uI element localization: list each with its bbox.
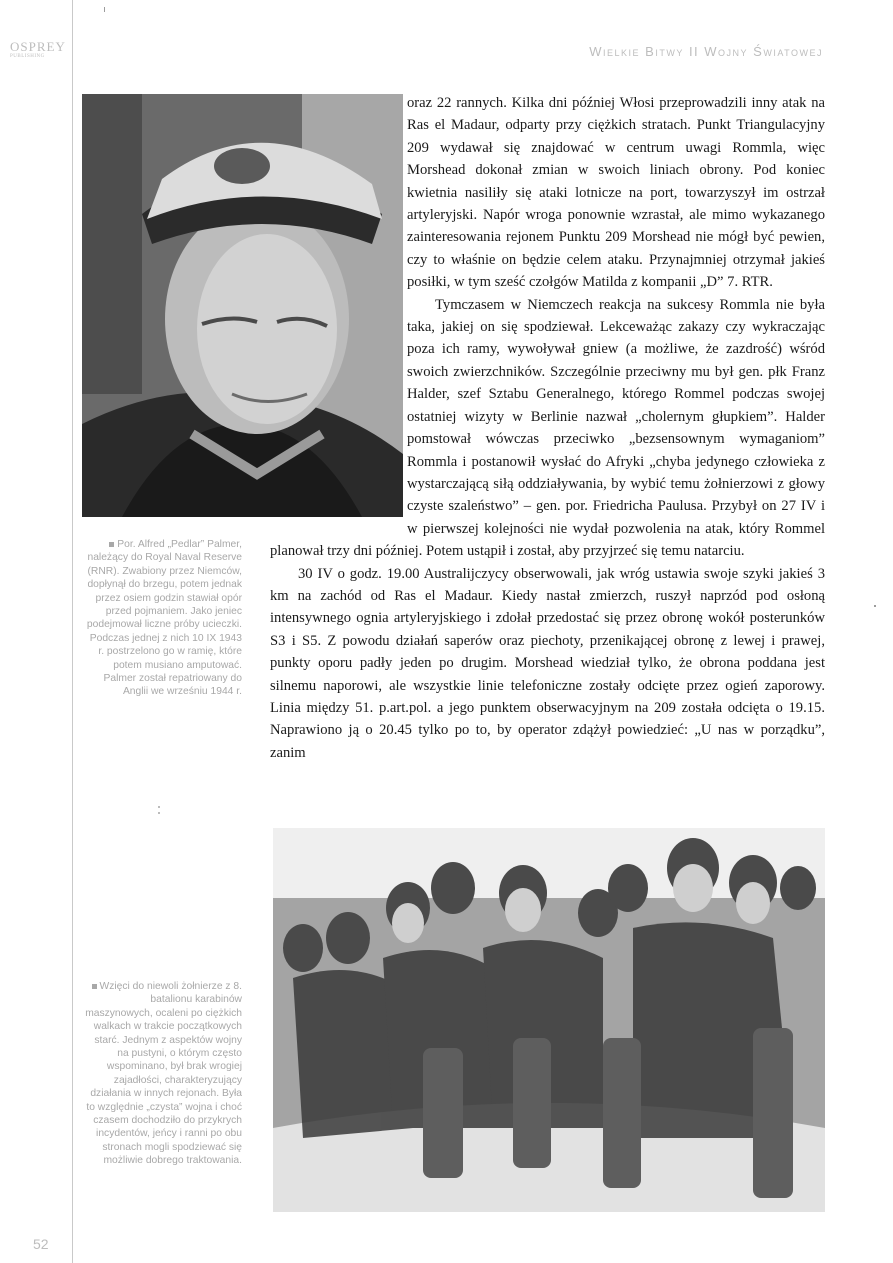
- paragraph-2: Tymczasem w Niemczech reakcja na sukcesy Rommla nie była taka, jakiej on się spodziewał. Lekceważąc zakazy czy wykraczając poza ich ramy, wywoływał gniew (a możliwe, że zazdrość) wśród swoich zwierzchników. Szczególnie przeciwny mu był gen. płk Franz Halder, szef Sztabu Generalnego, którego Rommel podczas swojej ostatniej wizyty w Berlinie nazwał „cholernym głupkiem”. Halder pomstował wówczas przeciwko „bezsensownym wymaganiom” Rommla i postanowił wysłać do Afryki „chyba jedynego człowieka z wystarczającą siłą oddziaływania, by wybić temu żołnierzowi z głowy czyste szaleństwo” – gen. por. Friedricha Paulusa. Przybył on 27 IV i w pierwszej kolejności nie wydał pozwolenia na atak, który Rommel planował trzy dni później. Potem ustąpił i został, aby przyjrzeć się temu natarciu.: [270, 296, 825, 560]
- paragraph-1: oraz 22 rannych. Kilka dni później Włosi przeprowadzili inny atak na Ras el Madaur, odparty przy ciężkich stratach. Punkt Triangulacyjny 209 wydawał się znajdować w centrum uwagi Rommla, więc Morshead dokonał zmian w swoich liniach obrony. Pod koniec kwietnia nasiliły się ataki lotnicze na port, towarzyszył im ostrzał artyleryjski. Napór wroga ponownie wzrastał, ale mimo wykazanego zainteresowania rejonem Punktu 209 Morshead nie mógł być pewien, czy to właśnie on będzie celem ataku. Przynajmniej otrzymał jakieś posiłki, w tym sześć czołgów Matilda z kompanii „D” 7. RTR.: [407, 95, 825, 291]
- prisoners-caption-text: Wzięci do niewoli żołnierze z 8. batalionu karabinów maszynowych, ocaleni po ciężkich walkach w trakcie początkowych starć. Jednym z aspektów wojny na pustyni, o którym często wspominano, był brak wrogiej zajadłości, charakteryzujący działania w innych rejonach. Była to względnie „czysta” wojna i choć czasem dochodziło do przykrych incydentów, jeńcy i ranni po obu stronach mogli spodziewać się możliwie dobrego traktowania.: [85, 981, 242, 1167]
- paragraph-3: 30 IV o godz. 19.00 Australijczycy obserwowali, jak wróg ustawia swoje szyki jakieś 3 km na zachód od Ras el Madaur. Kiedy nastał zmierzch, ruszył naprzód pod osłoną intensywnego ognia artyleryjskiego i zdołał przedostać się przez obronę wokół posterunków S3 i S5. Z powodu działań saperów oraz piechoty, przenikającej obronę z lewej i prawej, punkty oporu padły jeden po drugim. Morshead wiedział tylko, że obrona poddana jest silnemu naporowi, ale wszystkie linie telefoniczne zostały odcięte przez ogień zaporowy. Linia między 51. p.art.pol. a jego punktem obserwacyjnym na 209 została odcięta o 19.15. Naprawiono ją o 20.45 tylko po to, by operator zdążył powiedzieć: „U nas w porządku”, zanim: [270, 565, 825, 761]
- margin-rule: [72, 0, 73, 1263]
- caption-bullet-icon: [92, 984, 97, 989]
- scan-mark: [874, 605, 876, 607]
- publisher-name: OSPREY: [10, 39, 66, 54]
- photo-wrap-space: [270, 92, 407, 524]
- running-header: Wielkie Bitwy II Wojny Światowej: [589, 44, 823, 59]
- portrait-caption-text: Por. Alfred „Pedlar” Palmer, należący do Royal Naval Reserve (RNR). Zwabiony przez Niemców, dopłynął do brzegu, potem jednak przez osiem godzin stawiał opór przed pojmaniem. Jako jeniec podejmował liczne próby ucieczki. Podczas jednej z nich 10 IX 1943 r. postrzelono go w ramię, które potem musiano amputować. Palmer został repatriowany do Anglii we wrześniu 1944 r.: [86, 539, 242, 698]
- portrait-caption: [82, 538, 242, 699]
- publisher-subtitle: PUBLISHING: [10, 54, 45, 59]
- prisoners-caption: [82, 980, 242, 1168]
- prisoners-photo: [273, 828, 825, 1212]
- caption-bullet-icon: [109, 542, 114, 547]
- page-number: 52: [33, 1236, 49, 1252]
- scan-mark: [104, 7, 105, 12]
- article-body: [270, 92, 825, 764]
- publisher-logo: [10, 40, 70, 59]
- decorative-dots: [158, 806, 161, 818]
